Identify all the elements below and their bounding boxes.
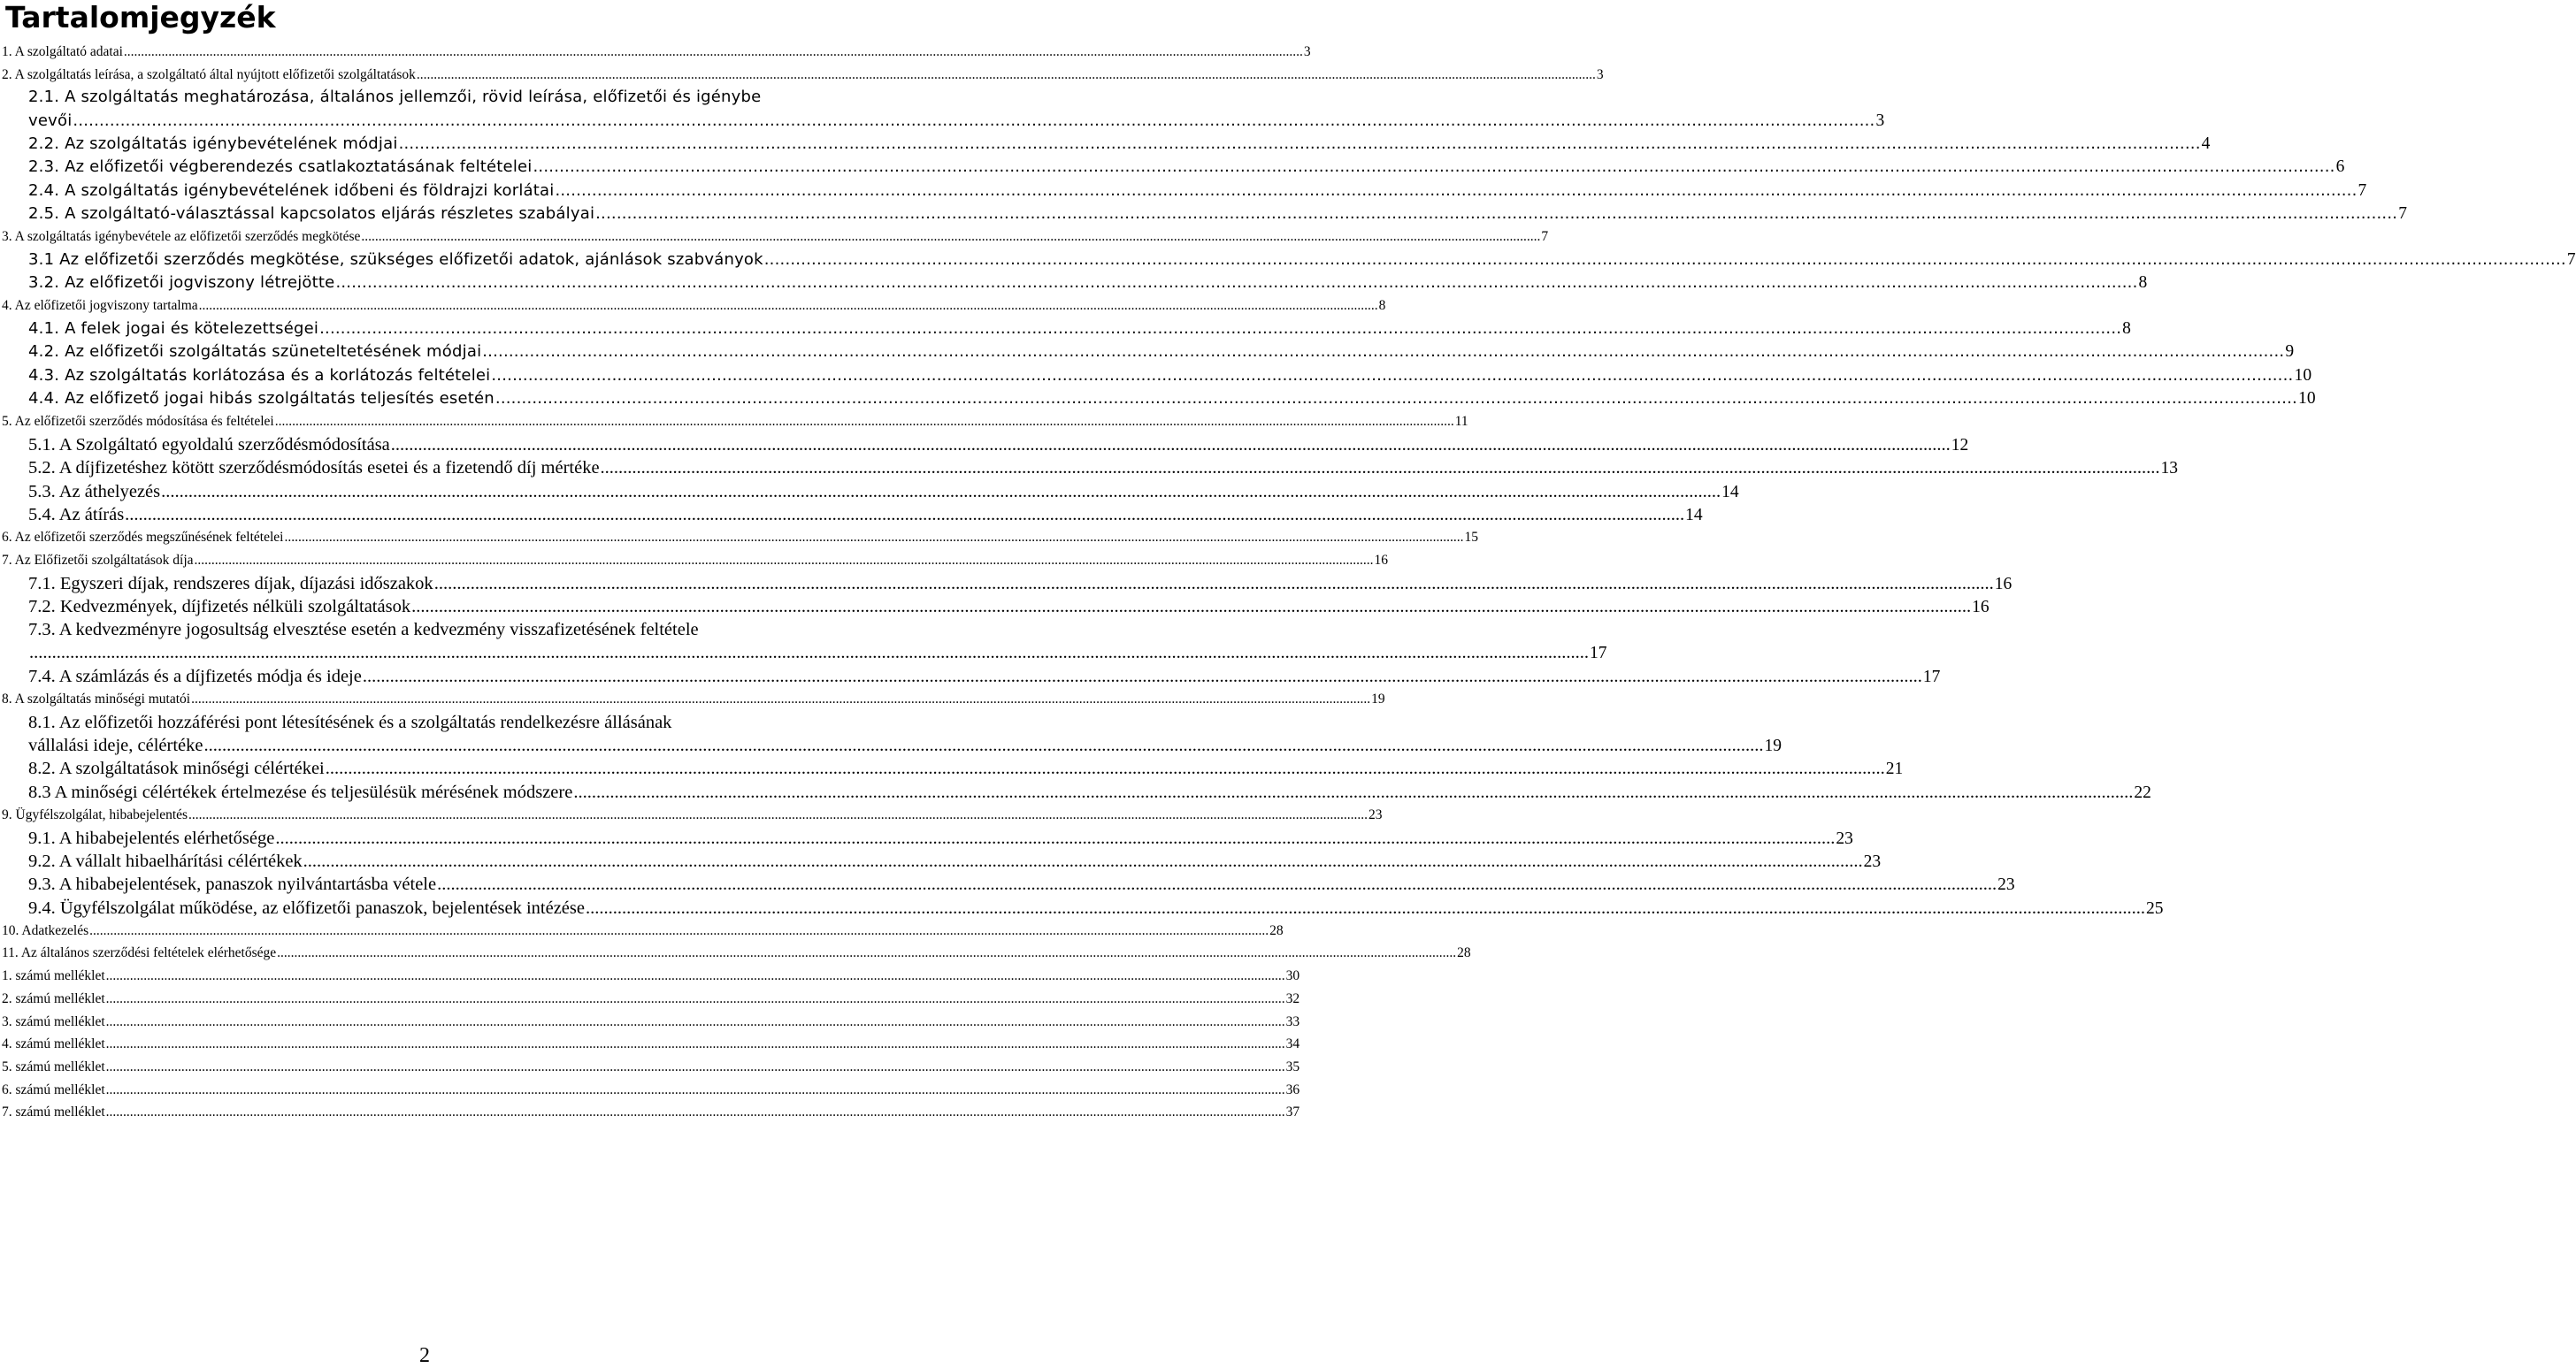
toc-entry-label: 9.2. A vállalt hibaelhárítási célértékek	[28, 851, 303, 871]
toc-entry[interactable]	[0, 456, 2179, 479]
dot-leader	[363, 665, 1922, 688]
dot-leader	[601, 456, 2160, 479]
dot-leader	[106, 1079, 1285, 1102]
toc-entry[interactable]	[0, 804, 1383, 827]
dot-leader	[482, 340, 2284, 363]
toc-entry[interactable]	[0, 294, 1386, 317]
toc-entry-text-line: 8.1. Az előfizetői hozzáférési pont létesítésének és a szolgáltatás rendelkezésre állásának	[28, 712, 672, 732]
toc-entry-label: 4. számú melléklet	[2, 1036, 105, 1052]
toc-entry-label: 1. számú melléklet	[2, 968, 105, 984]
toc-entry-label: 4. Az előfizetői jogviszony tartalma	[2, 298, 198, 314]
toc-entry-page: 17	[1922, 667, 1941, 686]
toc-entry-label: 4.3. Az szolgáltatás korlátozása és a korlátozás feltételei	[28, 365, 491, 385]
toc-entry[interactable]	[0, 248, 2576, 271]
toc-entry-page: 28	[1457, 945, 1471, 961]
dot-leader	[391, 433, 1951, 456]
toc-entry-label: 9. Ügyfélszolgálat, hibabejelentés	[2, 806, 188, 822]
toc-entry[interactable]	[0, 225, 1549, 248]
page-title: Tartalomjegyzék	[5, 0, 276, 34]
dot-leader	[199, 294, 1378, 317]
toc-entry[interactable]	[0, 1056, 1300, 1079]
dot-leader	[411, 595, 1971, 618]
toc-entry-page: 8	[2138, 273, 2148, 293]
toc-entry[interactable]	[0, 340, 2295, 363]
page-number: 2	[419, 1344, 430, 1367]
toc-entry[interactable]	[0, 480, 1739, 503]
toc-entry-page: 16	[1374, 552, 1389, 568]
toc-entry[interactable]	[0, 156, 2345, 179]
toc-entry-page: 10	[2294, 365, 2312, 385]
toc-entry-page: 19	[1764, 737, 1782, 756]
dot-leader	[188, 804, 1368, 827]
toc-entry[interactable]	[0, 897, 2164, 920]
toc-entry-label: 5.1. A Szolgáltató egyoldalú szerződésmódosítása	[28, 435, 390, 455]
toc-entry-label: 3. számú melléklet	[2, 1013, 105, 1029]
toc-entry-page: 21	[1885, 760, 1904, 779]
toc-entry-page: 3	[1875, 111, 1885, 130]
toc-entry[interactable]	[0, 64, 1604, 87]
toc-entry-label: 9.3. A hibabejelentések, panaszok nyilvántartásba vétele	[28, 875, 437, 895]
toc-entry-page: 7	[2358, 180, 2367, 200]
table-of-contents	[0, 41, 2576, 1124]
dot-leader	[491, 364, 2293, 387]
toc-entry[interactable]	[0, 410, 1468, 433]
toc-entry-label: 2.4. A szolgáltatás igénybevételének időbeni és földrajzi korlátai	[28, 180, 555, 200]
toc-entry[interactable]	[0, 850, 1882, 873]
dot-leader	[124, 41, 1303, 64]
toc-entry-page: 23	[1863, 852, 1882, 871]
toc-entry-label: 5.4. Az átírás	[28, 504, 125, 524]
toc-entry-page: 34	[1285, 1036, 1300, 1052]
dot-leader	[495, 387, 2297, 410]
toc-entry[interactable]	[0, 433, 1969, 456]
toc-entry[interactable]	[0, 781, 2151, 804]
toc-entry-page: 17	[1590, 644, 1607, 663]
toc-entry-label: 1. A szolgáltató adatai	[2, 44, 123, 59]
toc-entry-page: 12	[1951, 436, 1969, 455]
dot-leader	[335, 271, 2137, 294]
toc-entry-page: 6	[2335, 157, 2345, 177]
dot-leader	[573, 781, 2133, 804]
toc-entry-page: 16	[1972, 597, 1990, 616]
toc-entry-label: 7.1. Egyszeri díjak, rendszeres díjak, díjazási időszakok	[28, 573, 433, 593]
dot-leader	[191, 688, 1370, 711]
toc-entry-page: 23	[1368, 806, 1383, 822]
toc-entry-page: 30	[1285, 968, 1300, 984]
dot-leader	[89, 920, 1269, 943]
dot-leader	[764, 248, 2566, 271]
toc-entry-label: 8.3 A minőségi célértékek értelmezése és teljesülésük mérésének módszere	[28, 782, 573, 802]
toc-entry[interactable]	[0, 526, 1478, 549]
toc-entry[interactable]	[0, 942, 1471, 965]
toc-entry-label: 9.1. A hibabejelentés elérhetősége	[28, 828, 275, 848]
toc-entry-page: 10	[2297, 389, 2316, 409]
toc-entry[interactable]	[0, 827, 1853, 850]
dot-leader	[555, 180, 2357, 203]
dot-leader	[161, 480, 1721, 503]
dot-leader	[326, 757, 1885, 780]
dot-leader	[319, 317, 2121, 340]
toc-entry[interactable]	[0, 180, 2367, 203]
toc-entry-label: 10. Adatkezelés	[2, 922, 89, 938]
toc-entry-label: vevői	[28, 111, 73, 130]
toc-entry[interactable]	[0, 41, 1311, 64]
toc-entry[interactable]	[0, 1079, 1300, 1102]
toc-entry[interactable]	[0, 665, 1941, 688]
toc-entry-page: 32	[1285, 990, 1300, 1006]
toc-entry[interactable]	[0, 133, 2211, 156]
toc-entry-page: 15	[1464, 530, 1478, 546]
dot-leader	[533, 156, 2335, 179]
toc-entry-page: 36	[1285, 1081, 1300, 1097]
toc-entry-page: 8	[2122, 319, 2132, 339]
toc-entry[interactable]	[0, 271, 2148, 294]
toc-entry-label: 7.4. A számlázás és a díjfizetés módja és ideje	[28, 666, 362, 686]
dot-leader	[106, 988, 1285, 1011]
dot-leader	[586, 897, 2145, 920]
toc-entry-page: 3	[1596, 66, 1604, 82]
toc-entry-page: 35	[1285, 1058, 1300, 1074]
toc-entry-page: 16	[1994, 574, 2012, 593]
dot-leader	[106, 1056, 1285, 1079]
toc-entry-label: 6. Az előfizetői szerződés megszűnésének feltételei	[2, 530, 284, 546]
toc-entry-label: 8. A szolgáltatás minőségi mutatói	[2, 692, 191, 707]
toc-entry[interactable]	[0, 1033, 1300, 1056]
toc-entry-page: 28	[1269, 922, 1284, 938]
toc-entry-label: 7.2. Kedvezmények, díjfizetés nélküli szolgáltatások	[28, 596, 411, 616]
toc-entry[interactable]	[0, 572, 2012, 595]
dot-leader	[417, 64, 1596, 87]
toc-entry-text-line: 2.1. A szolgáltatás meghatározása, általános jellemzői, rövid leírása, előfizetői és igénybe	[28, 88, 762, 107]
toc-entry-page: 23	[1836, 829, 1853, 848]
dot-leader	[125, 503, 1684, 526]
dot-leader	[106, 1011, 1285, 1034]
toc-entry-label: 5.2. A díjfizetéshez kötött szerződésmódosítás esetei és a fizetendő díj mértéke	[28, 458, 600, 478]
toc-entry-page: 13	[2160, 459, 2179, 478]
dot-leader	[203, 734, 1763, 757]
dot-leader	[361, 225, 1540, 248]
toc-entry-label: 2.3. Az előfizetői végberendezés csatlakoztatásának feltételei	[28, 157, 533, 177]
toc-entry[interactable]	[0, 688, 1385, 711]
toc-entry-label: 5. számú melléklet	[2, 1058, 105, 1074]
toc-entry[interactable]	[0, 203, 2408, 225]
dot-leader	[437, 873, 1997, 896]
toc-entry[interactable]	[0, 734, 1782, 757]
toc-entry-label: 3.2. Az előfizetői jogviszony létrejötte	[28, 273, 335, 293]
toc-entry-label: 2. számú melléklet	[2, 990, 105, 1006]
toc-entry-label: vállalási ideje, célértéke	[28, 736, 203, 756]
dot-leader	[399, 133, 2201, 156]
toc-entry-page: 9	[2285, 342, 2295, 362]
toc-entry[interactable]	[0, 110, 1885, 133]
toc-entry[interactable]	[0, 873, 2015, 896]
toc-entry-label: 5. Az előfizetői szerződés módosítása és feltételei	[2, 414, 274, 430]
toc-entry[interactable]	[0, 757, 1904, 780]
dot-leader	[275, 410, 1454, 433]
toc-entry-page: 25	[2145, 898, 2164, 918]
toc-entry-label: 2. A szolgáltatás leírása, a szolgáltató által nyújtott előfizetői szolgáltatások	[2, 66, 416, 82]
dot-leader	[277, 942, 1456, 965]
toc-entry-page: 23	[1997, 875, 2015, 895]
toc-entry[interactable]	[0, 988, 1300, 1011]
toc-entry-page: 7	[1541, 229, 1549, 245]
toc-entry-page: 14	[1721, 482, 1739, 501]
dot-leader	[73, 110, 1874, 133]
toc-entry-text-line: 7.3. A kedvezményre jogosultság elvesztése esetén a kedvezmény visszafizetésének feltétele	[28, 620, 699, 640]
toc-entry-label: 4.4. Az előfizető jogai hibás szolgáltatás teljesítés esetén	[28, 389, 494, 409]
dot-leader	[29, 641, 1589, 664]
dot-leader	[106, 965, 1285, 988]
toc-entry-page: 3	[1303, 44, 1311, 59]
toc-entry-label: 9.4. Ügyfélszolgálat működése, az előfizetői panaszok, bejelentések intézése	[28, 898, 585, 918]
toc-entry[interactable]	[0, 1101, 1300, 1124]
dot-leader	[106, 1033, 1285, 1056]
toc-entry-label: 7. Az Előfizetői szolgáltatások díja	[2, 552, 194, 568]
toc-entry-page: 37	[1285, 1104, 1300, 1120]
dot-leader	[595, 203, 2397, 225]
dot-leader	[195, 549, 1374, 572]
dot-leader	[303, 850, 1863, 873]
toc-entry-page: 19	[1371, 692, 1385, 707]
toc-entry-page: 33	[1285, 1013, 1300, 1029]
dot-leader	[106, 1101, 1285, 1124]
toc-entry[interactable]	[0, 1011, 1300, 1034]
toc-entry[interactable]	[0, 965, 1300, 988]
toc-entry-label: 5.3. Az áthelyezés	[28, 481, 161, 501]
toc-entry-page: 7	[2566, 249, 2576, 269]
toc-entry-page: 22	[2134, 783, 2151, 802]
toc-entry-label: 11. Az általános szerződési feltételek elérhetősége	[2, 945, 277, 961]
toc-entry-page: 11	[1454, 414, 1468, 430]
toc-entry-page: 7	[2398, 203, 2408, 223]
toc-entry[interactable]	[0, 549, 1389, 572]
toc-entry-label: 4.1. A felek jogai és kötelezettségei	[28, 319, 319, 339]
toc-entry[interactable]	[0, 641, 1607, 664]
toc-entry[interactable]	[0, 595, 1990, 618]
toc-entry-label: 3. A szolgáltatás igénybevétele az előfizetői szerződés megkötése	[2, 229, 361, 245]
dot-leader	[284, 526, 1463, 549]
toc-entry-label: 7. számú melléklet	[2, 1104, 105, 1120]
toc-entry-page: 8	[1378, 298, 1386, 314]
toc-entry-label: 8.2. A szolgáltatások minőségi célértékei	[28, 759, 325, 779]
toc-entry-page: 4	[2201, 134, 2211, 153]
toc-entry-label: 2.5. A szolgáltató-választással kapcsolatos eljárás részletes szabályai	[28, 203, 595, 223]
toc-entry-label: 6. számú melléklet	[2, 1081, 105, 1097]
toc-entry-label: 2.2. Az szolgáltatás igénybevételének módjai	[28, 134, 398, 153]
toc-entry[interactable]	[0, 503, 1703, 526]
dot-leader	[275, 827, 1835, 850]
toc-entry[interactable]	[0, 920, 1284, 943]
toc-entry[interactable]	[0, 317, 2132, 340]
dot-leader	[434, 572, 1994, 595]
toc-entry[interactable]	[0, 364, 2312, 387]
toc-entry[interactable]	[0, 387, 2316, 410]
toc-entry-label: 3.1 Az előfizetői szerződés megkötése, szükséges előfizetői adatok, ajánlások szabványok	[28, 249, 763, 269]
toc-entry-label: 4.2. Az előfizetői szolgáltatás szüneteltetésének módjai	[28, 342, 482, 362]
toc-entry-page: 14	[1685, 505, 1703, 524]
